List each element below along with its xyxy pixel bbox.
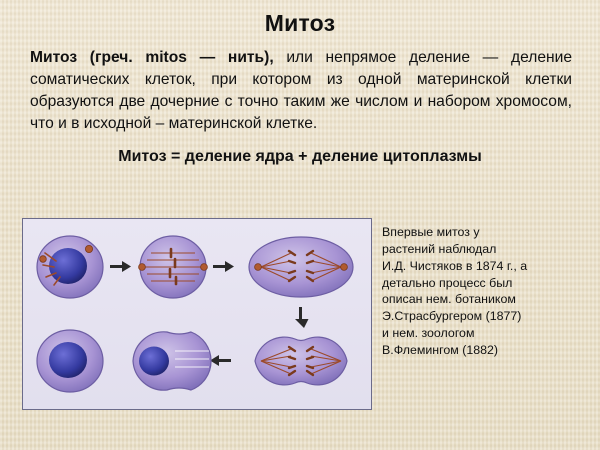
side-note-line-1: Впервые митоз у xyxy=(382,225,480,239)
side-note-line-4: детально процесс был xyxy=(382,275,513,290)
side-note-line-7: и нем. зоологом xyxy=(382,326,475,341)
side-note-line-6: Э.Страсбургером (1877) xyxy=(382,309,522,324)
definition-paragraph xyxy=(30,47,572,136)
mitosis-diagram-svg xyxy=(23,219,369,407)
figure-and-note-row xyxy=(0,218,600,418)
arrow-right-1 xyxy=(110,261,131,272)
stage-prophase xyxy=(37,236,103,298)
stage-cytokinesis xyxy=(255,337,347,385)
side-note xyxy=(382,224,590,359)
side-note-line-2: растений наблюдал xyxy=(382,241,497,256)
stage-daughter-cells xyxy=(133,332,211,390)
arrow-down xyxy=(295,307,309,328)
stage-anaphase xyxy=(249,237,353,297)
side-note-line-3: И.Д. Чистяков в 1874 г., а xyxy=(382,258,528,273)
stage-metaphase xyxy=(139,236,208,298)
arrow-right-2 xyxy=(213,261,234,272)
side-note-line-5: описан нем. ботаником xyxy=(382,292,516,307)
stage-interphase-daughter xyxy=(37,330,103,392)
side-note-line-8: В.Флемингом (1882) xyxy=(382,343,499,358)
page-title: Митоз xyxy=(264,10,336,36)
mitosis-equation: Митоз = деление ядра + деление цитоплазмы xyxy=(118,147,482,165)
mitosis-diagram xyxy=(22,218,372,410)
definition-rest: или непрямое деление — деление соматических клеток, при котором из одной материнской клетки образуются две дочерние с точно таким же числом и набором хромосом, что и в исходной – материнской клетке. xyxy=(30,49,572,133)
arrow-left xyxy=(210,355,231,366)
definition-term: Митоз (греч. mitos — нить), xyxy=(30,49,274,66)
